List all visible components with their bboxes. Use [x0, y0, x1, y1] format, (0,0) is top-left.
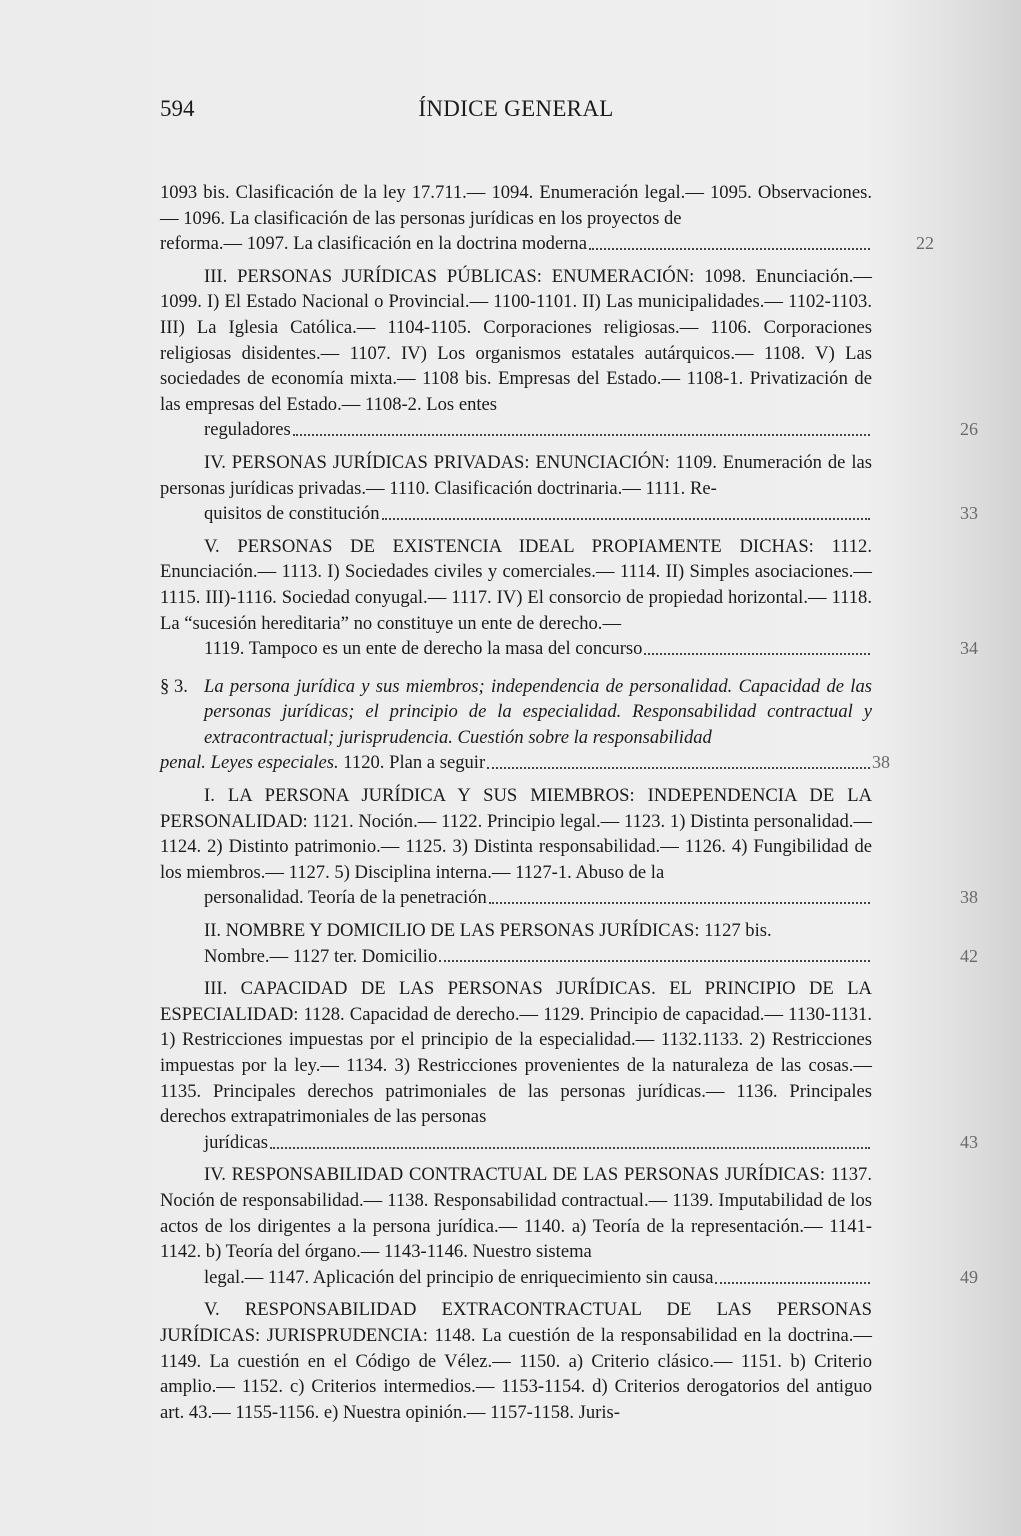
index-entry — [160, 450, 978, 527]
entry-last-text: personalidad. Teoría de la penetración — [204, 887, 487, 909]
entry-last-line — [160, 1265, 872, 1291]
entry-last-line — [160, 501, 872, 527]
entry-last-line — [160, 944, 872, 970]
index-entry — [160, 918, 978, 969]
page-header — [160, 96, 872, 130]
index-entry — [160, 264, 978, 443]
section-title: La persona jurídica y sus miembros; independencia de personalidad. Capacidad de las personas jurídicas; el principio de la especialidad. Responsabilidad contractual y extracontractual; jurisprudencia. Cuestión sobre la responsabilidad — [204, 675, 872, 748]
entry-page-number: 33 — [960, 503, 978, 524]
entry-last-line — [160, 1130, 872, 1156]
entry-page-number: 38 — [872, 752, 890, 773]
entry-text: I. LA PERSONA JURÍDICA Y SUS MIEMBROS: INDEPENDENCIA DE LA PERSONALIDAD: 1121. Noción.— 1122. Principio legal.— 1123. 1) Distinta personalidad.— 1124. 2) Distinto patrimonio.— 1125. 3) Distinta responsabilidad.— 1126. 4) Fungibilidad de los miembros.— 1127. 5) Disciplina interna.— 1127-1. Abuso de la — [160, 785, 872, 883]
entry-text: III. CAPACIDAD DE LAS PERSONAS JURÍDICAS. EL PRINCIPIO DE LA ESPECIALIDAD: 1128. Capacidad de derecho.— 1129. Principio de capacidad.— 1130-1131. 1) Restricciones impuestas por el principio de la especialidad.— 1132.1133. 2) Restricciones impuestas por la ley.— 1134. 3) Restricciones provenientes de la naturaleza de las cosas.— 1135. Principales derechos patrimoniales de las personas jurídicas.— 1136. Principales derechos extrapatrimoniales de las personas — [160, 978, 872, 1128]
entry-text: II. NOMBRE Y DOMICILIO DE LAS PERSONAS JURÍDICAS: 1127 bis. — [204, 920, 772, 942]
entry-last-text: legal.— 1147. Aplicación del principio de enriquecimiento sin causa — [204, 1266, 714, 1288]
entry-text: V. PERSONAS DE EXISTENCIA IDEAL PROPIAMENTE DICHAS: 1112. Enunciación.— 1113. I) Sociedades civiles y comerciales.— 1114. II) Simples asociaciones.— 1115. III)-1116. Sociedad conyugal.— 1117. IV) El consorcio de propiedad horizontal.— 1118. La “sucesión hereditaria” no constituye un ente de derecho.— — [160, 535, 872, 634]
index-entry — [160, 976, 978, 1155]
entry-last-line — [160, 417, 872, 443]
entry-page-number: 22 — [916, 233, 934, 254]
entry-last-line — [160, 636, 872, 662]
entry-last-text: reforma.— 1097. La clasificación en la doctrina moderna — [160, 233, 587, 255]
section-number: § 3. — [160, 675, 188, 697]
index-entries — [160, 180, 978, 1432]
dot-leader — [489, 902, 870, 904]
index-entry — [160, 783, 978, 911]
dot-leader — [715, 1282, 870, 1284]
entry-page-number: 43 — [960, 1131, 978, 1152]
entry-text: IV. PERSONAS JURÍDICAS PRIVADAS: ENUNCIACIÓN: 1109. Enumeración de las personas jurídicas privadas.— 1110. Clasificación doctrinaria.— 1111. Re- — [160, 451, 872, 499]
section-title-end: penal. Leyes especiales. — [160, 752, 339, 774]
dot-leader — [644, 653, 870, 655]
dot-leader — [293, 434, 870, 436]
entry-last-text: Nombre.— 1127 ter. Domicilio — [204, 945, 438, 967]
index-entry — [160, 180, 934, 257]
index-entry — [160, 1162, 978, 1290]
entry-last-text: quisitos de constitución — [204, 503, 380, 525]
entry-text: III. PERSONAS JURÍDICAS PÚBLICAS: ENUMERACIÓN: 1098. Enunciación.— 1099. I) El Estado Nacional o Provincial.— 1100-1101. II) Las municipalidades.— 1102-1103. III) La Iglesia Católica.— 1104-1105. Corporaciones religiosas.— 1106. Corporaciones religiosas disidentes.— 1107. IV) Los organismos estatales autárquicos.— 1108. V) Las sociedades de economía mixta.— 1108 bis. Empresas del Estado.— 1108-1. Privatización de las empresas del Estado.— 1108-2. Los entes — [160, 265, 872, 415]
entry-page-number: 34 — [960, 638, 978, 659]
dot-leader — [589, 248, 870, 250]
section-entry — [160, 674, 890, 776]
entry-text: IV. RESPONSABILIDAD CONTRACTUAL DE LAS PERSONAS JURÍDICAS: 1137. Noción de responsabilidad.— 1138. Responsabilidad contractual.— 1139. Imputabilidad de los actos de los dirigentes a la persona jurídica.— 1140. a) Teoría de la representación.— 1141-1142. b) Teoría del órgano.— 1143-1146. Nuestro sistema — [160, 1164, 872, 1263]
dot-leader — [382, 518, 870, 520]
page-number: 594 — [160, 96, 195, 121]
entry-last-line — [160, 885, 872, 911]
dot-leader — [270, 1147, 870, 1149]
running-head: ÍNDICE GENERAL — [418, 96, 614, 121]
entry-page-number: 38 — [960, 887, 978, 908]
index-entry — [160, 1297, 872, 1425]
entry-text: V. RESPONSABILIDAD EXTRACONTRACTUAL DE LAS PERSONAS JURÍDICAS: JURISPRUDENCIA: 1148. La cuestión de la responsabilidad en la doctrina.— 1149. La cuestión en el Código de Vélez.— 1150. a) Criterio clásico.— 1151. b) Criterio amplio.— 1152. c) Criterios intermedios.— 1153-1154. d) Criterios derogatorios del antiguo art. 43.— 1155-1156. e) Nuestra opinión.— 1157-1158. Juris- — [160, 1299, 872, 1423]
dot-leader — [487, 767, 870, 769]
entry-page-number: 26 — [960, 419, 978, 440]
entry-last-line — [160, 231, 872, 257]
dot-leader — [439, 960, 870, 962]
entry-text: 1093 bis. Clasificación de la ley 17.711.— 1094. Enumeración legal.— 1095. Observaciones.— 1096. La clasificación de las personas jurídicas en los proyectos de — [160, 182, 872, 229]
entry-last-text: jurídicas — [204, 1131, 269, 1153]
entry-page-number: 42 — [960, 945, 978, 966]
entry-last-text: reguladores — [204, 419, 291, 441]
entry-last-text: 1120. Plan a seguir — [338, 752, 486, 774]
entry-last-line — [160, 750, 872, 776]
index-entry — [160, 534, 978, 662]
entry-page-number: 49 — [960, 1266, 978, 1287]
entry-last-text: 1119. Tampoco es un ente de derecho la masa del concurso — [204, 638, 643, 660]
